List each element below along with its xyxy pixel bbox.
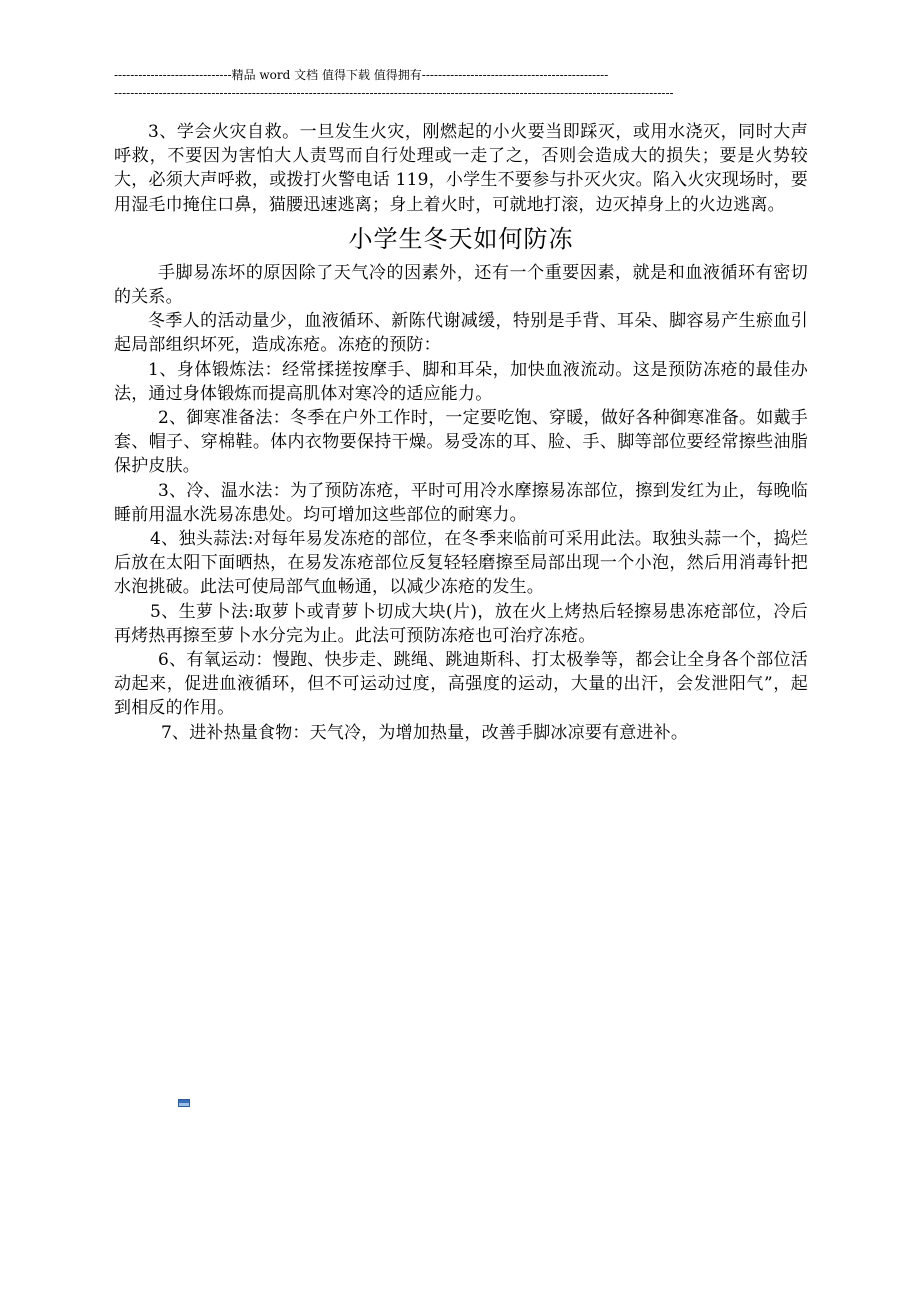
tip-aerobic-paragraph: 6、有氧运动：慢跑、快步走、跳绳、跳迪斯科、打太极拳等，都会让全身各个部位活动起来，促进血液循环，但不可运动过度，高强度的运动，大量的出汗，会发泄阳气”，起到相反的作用。 xyxy=(114,650,808,719)
tip-water-paragraph: 3、冷、温水法：为了预防冻疮，平时可用冷水摩擦易冻部位，擦到发红为止，每晚临睡前用温水洗易冻患处。均可增加这些部位的耐寒力。 xyxy=(114,480,808,525)
intro-paragraph-2: 冬季人的活动量少，血液循环、新陈代谢减缓，特别是手背、耳朵、脚容易产生瘀血引起局部组织坏死，造成冻疮。冻疮的预防： xyxy=(114,311,808,356)
page-header-rule: ------------------------------------------------------------------------------------------------------------------------------------------ xyxy=(114,86,674,100)
page-header-banner: -----------------------------精品 word 文档 值得下载 值得拥有---------------------------------------------- xyxy=(114,68,609,82)
intro-paragraph-1: 手脚易冻坏的原因除了天气冷的因素外，还有一个重要因素，就是和血液循环有密切的关系。 xyxy=(114,262,808,308)
section-title: 小学生冬天如何防冻 xyxy=(348,224,574,253)
document-body xyxy=(114,120,808,745)
tip-radish-paragraph: 5、生萝卜法:取萝卜或青萝卜切成大块(片)，放在火上烤热后轻擦易患冻疮部位，冷后再烤热再擦至萝卜水分完为止。此法可预防冻疮也可治疗冻疮。 xyxy=(114,601,808,646)
fire-self-rescue-paragraph: 3、学会火灾自救。一旦发生火灾，刚燃起的小火要当即踩灭，或用水浇灭，同时大声呼救，不要因为害怕大人责骂而自行处理或一走了之，否则会造成大的损失；要是火势较大，必须大声呼救，或拨打火警电话 119，小学生不要参与扑灭火灾。陷入火灾现场时，要用湿毛巾掩住口鼻，猫腰迅速逃离；身上着火时，可就地打滚，边灭掉身上的火边逃离。 xyxy=(114,122,808,215)
tip-exercise-paragraph: 1、身体锻炼法：经常揉搓按摩手、脚和耳朵，加快血液流动。这是预防冻疮的最佳办法，通过身体锻炼而提高肌体对寒冷的适应能力。 xyxy=(114,359,808,404)
tip-garlic-paragraph: 4、独头蒜法:对每年易发冻疮的部位，在冬季来临前可采用此法。取独头蒜一个，捣烂后放在太阳下面晒热，在易发冻疮部位反复轻轻磨擦至局部出现一个小泡，然后用消毒针把水泡挑破。此法可使局部气血畅通，以减少冻疮的发生。 xyxy=(114,529,808,598)
document-image-icon xyxy=(178,1099,190,1107)
tip-nutrition-paragraph: 7、进补热量食物：天气冷，为增加热量，改善手脚冰凉要有意进补。 xyxy=(161,722,689,743)
tip-cold-prep-paragraph: 2、御寒准备法：冬季在户外工作时，一定要吃饱、穿暖，做好各种御寒准备。如戴手套、帽子、穿棉鞋。体内衣物要保持干燥。易受冻的耳、脸、手、脚等部位要经常擦些油脂保护皮肤。 xyxy=(114,408,808,477)
